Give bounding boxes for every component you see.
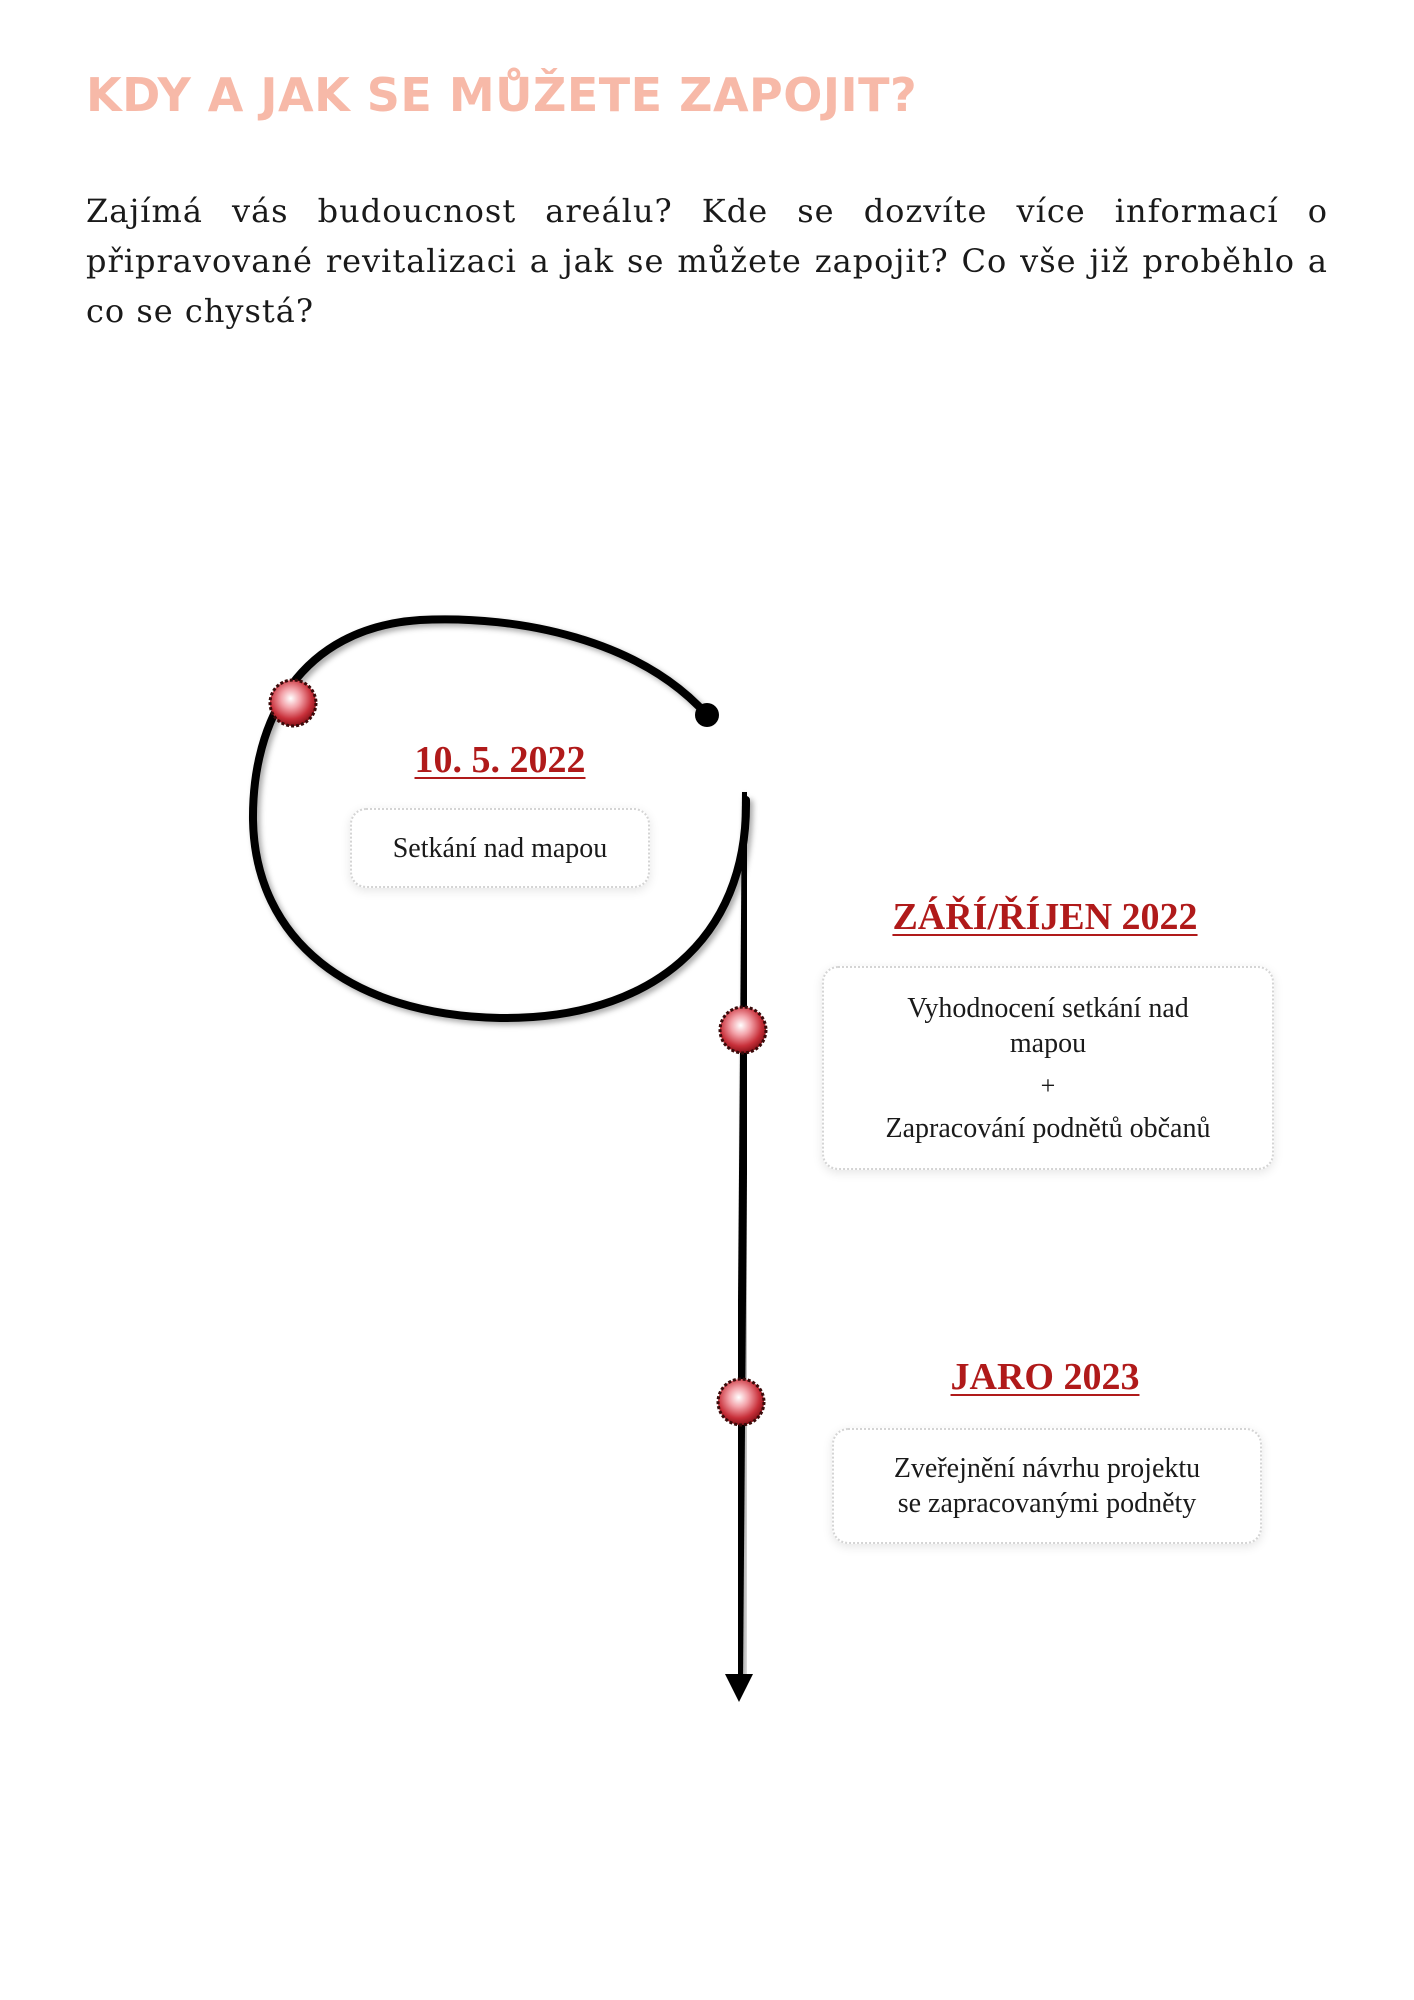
- milestone-2-text-line-1: Vyhodnocení setkání nad: [907, 992, 1189, 1024]
- timeline-arrowhead: [725, 1674, 753, 1702]
- milestone-3-date: JARO 2023: [950, 1356, 1140, 1398]
- milestone-1-box: [350, 808, 650, 888]
- milestone-2-plus: +: [1040, 1070, 1056, 1100]
- timeline-marker-2: [720, 1007, 766, 1053]
- timeline-start-dot: [695, 703, 719, 727]
- timeline-marker-3: [718, 1379, 764, 1425]
- milestone-3-text-line-2: se zapracovanými podněty: [897, 1488, 1197, 1519]
- page-title: KDY A JAK SE MŮŽETE ZAPOJIT?: [86, 68, 918, 122]
- milestone-2-box: [822, 966, 1274, 1170]
- milestone-3-box: [832, 1428, 1262, 1544]
- milestone-3-text-line-1: Zveřejnění návrhu projektu: [893, 1453, 1201, 1484]
- timeline-stem: [739, 792, 746, 1682]
- milestone-2-date: ZÁŘÍ/ŘÍJEN 2022: [892, 896, 1198, 938]
- milestone-1-text: Setkání nad mapou: [392, 832, 608, 864]
- milestone-2-text-line-2: mapou: [1009, 1027, 1087, 1059]
- intro-paragraph: Zajímá vás budoucnost areálu? Kde se dozvíte více informací o připravované revitalizaci a jak se můžete zapojit? Co vše již proběhlo a co se chystá?: [86, 192, 1328, 330]
- milestone-2-text-line-3: Zapracování podnětů občanů: [885, 1112, 1211, 1144]
- milestone-1-date: 10. 5. 2022: [414, 739, 586, 781]
- timeline-marker-1: [270, 680, 316, 726]
